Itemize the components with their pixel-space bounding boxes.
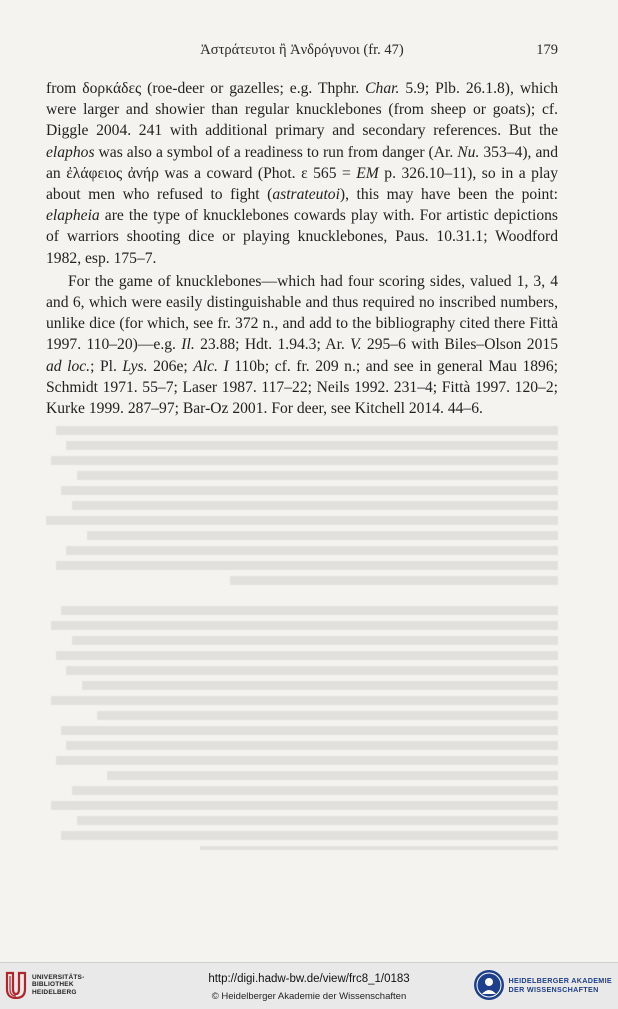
bleed-line [77, 471, 558, 480]
italic-text-run: Char. [365, 80, 400, 97]
bleed-line [66, 741, 558, 750]
text-run: 110b; cf. fr. 209 n.; and see in general Mau 1896; Schmidt 1971. 55–7; Laser 1987. 117–22; Neils 1992. 231–4; Fittà 1997. 120–2; Kurke 1999. 287–97; Bar-Oz 2001. For deer, see Kitchell 2014. 44–6. [46, 357, 558, 418]
page-number: 179 [536, 42, 558, 58]
bleed-line [66, 666, 558, 675]
bleed-line [200, 846, 558, 850]
paragraph-2 [46, 271, 558, 419]
bleed-line [56, 756, 558, 765]
academy-seal-icon [473, 969, 505, 1001]
body-text [46, 78, 558, 419]
bleed-line [61, 606, 558, 615]
bleed-line [51, 696, 558, 705]
page-url-link[interactable]: http://digi.hadw-bw.de/view/frc8_1/0183 [208, 973, 410, 985]
text-run: 23.88; Hdt. 1.94.3; Ar. [194, 336, 351, 354]
italic-text-run: Alc. I [193, 357, 229, 375]
text-run: For the game of knucklebones—which had four scoring sides, valued 1, 3, 4 and 6, which were easily distinguishable and thus required no inscribed numbers, unlike dice (for which, see fr. 372 n., and add to the bibliography cited there Fittà 1997. 110–20)—e.g. [46, 272, 558, 354]
bleed-line [61, 486, 558, 495]
text-run: 206e; [147, 357, 194, 375]
italic-text-run: Nu. [457, 143, 480, 161]
bleed-line [56, 426, 558, 435]
bleed-line [61, 831, 558, 840]
bleed-line [72, 786, 558, 795]
copyright-text: © Heidelberger Akademie der Wissenschaften [211, 991, 407, 1002]
bleed-line [66, 441, 558, 450]
bleed-line [51, 621, 558, 630]
text-run: ; Pl. [90, 357, 123, 375]
text-run: ), this may have been the point: [339, 186, 558, 204]
bleed-line [56, 561, 558, 570]
hadw-logo-text [509, 976, 612, 994]
text-run: are the type of knucklebones cowards play with. For artistic depictions of warriors shooting dice or playing knucklebones, Paus. 10.31.1; Woodford 1982, esp. 175–7. [46, 207, 558, 267]
show-through-bleed [46, 420, 558, 850]
italic-text-run: Lys. [122, 357, 148, 375]
bleed-line [230, 576, 558, 585]
text-run: was also a symbol of a readiness to run from danger (Ar. [94, 143, 458, 161]
bleed-line [51, 801, 558, 810]
text-run: 295–6 with Biles–Olson 2015 [361, 336, 558, 354]
bleed-line [107, 771, 558, 780]
text-run: p. 326.10–11), so in a play about men who refused to fight ( [46, 164, 558, 204]
viewer-footer [0, 962, 618, 1009]
bleed-line [72, 501, 558, 510]
bleed-line [51, 456, 558, 465]
logo-text-lines: HEIDELBERGER AKADEMIE DER WISSENSCHAFTEN [508, 976, 612, 994]
running-head-title: Ἀστράτευτοι ἢ Ἀνδρόγυνοι (fr. 47) [200, 42, 404, 58]
text-run: 353–4), and an ἐλάφειος ἀνήρ was a coward (Phot. ε 565 = [46, 143, 558, 182]
bleed-line [66, 546, 558, 555]
italic-text-run: ad loc. [46, 357, 91, 375]
italic-text-run: elaphos [46, 143, 95, 161]
text-run: 5.9; Plb. 26.1.8), which were larger and showier than regular knucklebones (from sheep or goats); cf. Diggle 2004. 241 with additional primary and secondary references. But the [46, 80, 558, 140]
logo-text-lines: UNIVERSITÄTS- BIBLIOTHEK HEIDELBERG [32, 973, 85, 996]
bleed-line [56, 651, 558, 660]
italic-text-run: Il. [181, 336, 195, 354]
bleed-line [87, 531, 558, 540]
italic-text-run: V. [350, 336, 362, 354]
bleed-line [46, 516, 558, 525]
paragraph-1 [46, 78, 558, 269]
bleed-line [72, 636, 558, 645]
bleed-line [61, 726, 558, 735]
bleed-line [77, 816, 558, 825]
text-run: from δορκάδες (roe-deer or gazelles; e.g. Thphr. [46, 80, 366, 97]
bleed-line [97, 711, 558, 720]
italic-text-run: elapheia [46, 207, 100, 225]
italic-text-run: EM [356, 164, 379, 182]
italic-text-run: astrateutoi [272, 186, 340, 204]
hadw-logo[interactable] [473, 969, 612, 1001]
bleed-line [82, 681, 558, 690]
